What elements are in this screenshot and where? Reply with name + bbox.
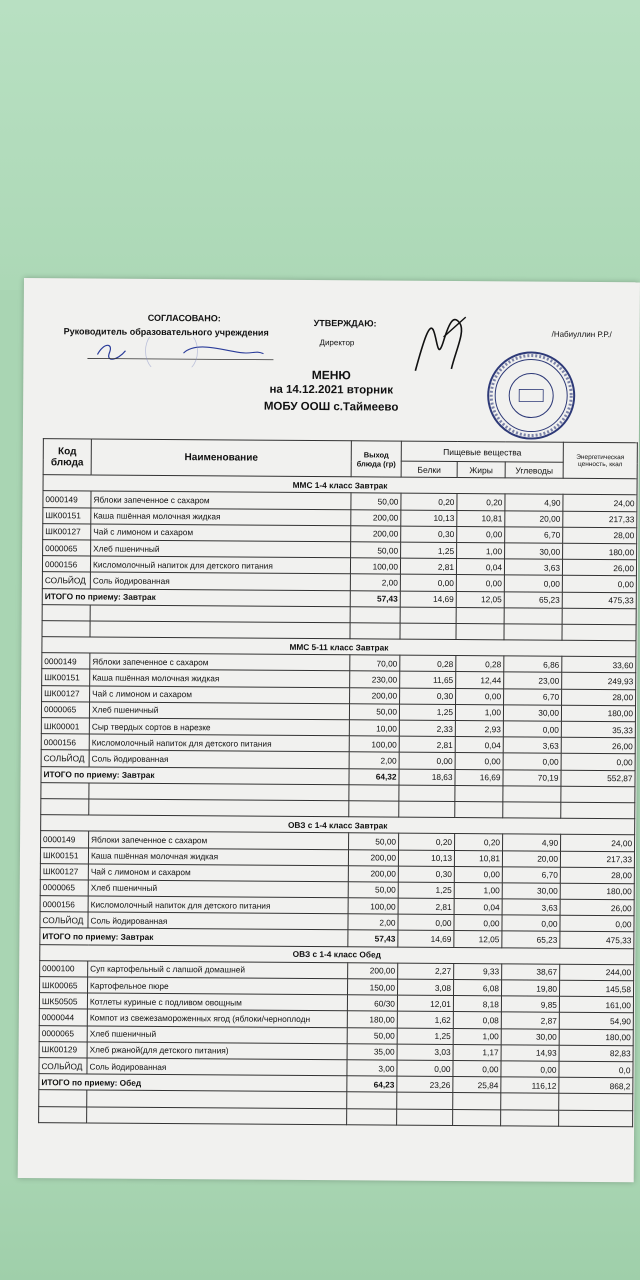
cell-name: Хлеб ржаной(для детского питания) [87,1042,347,1060]
blank-cell [39,1090,87,1107]
total-fat: 12,05 [454,931,502,948]
cell-name: Кисломолочный напиток для детского питания [88,896,348,914]
blank-cell [456,607,504,624]
total-label: ИТОГО по приему: Завтрак [41,766,349,784]
header-fat: Жиры [457,462,505,479]
cell-code: 0000100 [40,960,88,977]
blank-cell [349,785,399,802]
blank-cell [89,799,349,817]
cell-energy: 217,33 [563,511,637,528]
cell-name: Кисломолочный напиток для детского питания [90,556,350,574]
cell-name: Яблоки запеченное с сахаром [91,491,351,509]
cell-yield: 50,00 [351,493,401,510]
cell-fat: 0,00 [454,866,502,883]
cell-carbs: 38,67 [502,964,560,981]
cell-name: Яблоки запеченное с сахаром [89,831,349,849]
cell-yield: 35,00 [347,1044,397,1061]
cell-yield: 100,00 [349,736,399,753]
cell-protein: 1,62 [397,1011,453,1028]
cell-code: ШК00151 [42,669,90,686]
background-wall-top [0,0,640,290]
blank-cell [399,801,455,818]
cell-code: 0000149 [43,491,91,508]
cell-carbs: 3,63 [504,559,562,576]
cell-name: Хлеб пшеничный [87,1026,347,1044]
cell-energy: 249,93 [562,673,636,690]
total-fat: 16,69 [455,769,503,786]
blank-cell [456,623,504,640]
cell-protein: 2,81 [400,558,456,575]
cell-protein: 2,81 [399,736,455,753]
cell-carbs: 0,00 [503,721,561,738]
cell-energy: 54,90 [559,1013,633,1030]
cell-name: Соль йодированная [87,1058,347,1076]
cell-yield: 100,00 [350,558,400,575]
cell-code: 0000065 [43,540,91,557]
blank-cell [561,802,635,819]
blank-cell [453,1093,501,1110]
blank-cell [349,801,399,818]
header-name: Наименование [91,439,351,477]
cell-carbs: 4,90 [505,494,563,511]
cell-name: Хлеб пшеничный [88,880,348,898]
cell-energy: 26,00 [561,737,635,754]
blank-cell [400,607,456,624]
cell-energy: 0,00 [561,754,635,771]
cell-energy: 24,00 [563,495,637,512]
agreed-label: СОГЛАСОВАНО: [147,312,221,324]
total-protein: 14,69 [400,591,456,608]
cell-yield: 50,00 [351,542,401,559]
cell-fat: 10,81 [457,510,505,527]
total-carbs: 70,19 [503,769,561,786]
cell-code: СОЛЬЙОД [42,572,90,589]
director-label: Директор [319,338,355,348]
blank-cell [562,608,636,625]
school-name: МОБУ ООШ с.Таймеево [263,400,399,414]
cell-carbs: 6,70 [504,688,562,705]
cell-code: 0000044 [39,1009,87,1026]
cell-fat: 0,20 [457,494,505,511]
cell-name: Соль йодированная [90,572,350,590]
cell-protein: 1,25 [401,542,457,559]
cell-fat: 0,00 [456,688,504,705]
cell-energy: 33,60 [562,657,636,674]
cell-fat: 8,18 [453,996,501,1013]
cell-energy: 28,00 [560,867,634,884]
cell-energy: 180,00 [563,543,637,560]
cell-name: Соль йодированная [89,750,349,768]
cell-fat: 2,93 [455,721,503,738]
total-energy: 475,33 [562,592,636,609]
cell-energy: 24,00 [561,835,635,852]
cell-yield: 50,00 [347,1027,397,1044]
header-carbs: Углеводы [505,462,563,479]
cell-yield: 2,00 [350,574,400,591]
cell-name: Хлеб пшеничный [89,702,349,720]
total-fat: 12,05 [456,591,504,608]
cell-yield: 50,00 [348,882,398,899]
total-energy: 868,2 [559,1077,633,1094]
cell-carbs: 2,87 [501,1012,559,1029]
cell-name: Соль йодированная [88,912,348,930]
menu-table-body [39,475,638,1127]
cell-carbs: 0,00 [503,753,561,770]
cell-fat: 1,00 [455,704,503,721]
total-yield: 64,23 [347,1076,397,1093]
cell-carbs: 6,86 [504,656,562,673]
blank-cell [400,623,456,640]
cell-fat: 0,00 [454,915,502,932]
total-label: ИТОГО по приему: Завтрак [42,588,350,606]
total-label: ИТОГО по приему: Завтрак [40,928,348,946]
cell-yield: 200,00 [348,963,398,980]
blank-cell [455,785,503,802]
cell-name: Кисломолочный напиток для детского питания [89,734,349,752]
cell-fat: 1,00 [453,1028,501,1045]
cell-energy: 0,0 [559,1061,633,1078]
cell-carbs: 0,00 [502,915,560,932]
cell-protein: 0,30 [401,526,457,543]
cell-fat: 0,20 [455,834,503,851]
cell-protein: 2,81 [398,898,454,915]
cell-protein: 2,27 [398,963,454,980]
cell-code: 0000065 [41,701,89,718]
cell-energy: 28,00 [563,527,637,544]
blank-cell [455,801,503,818]
blank-cell [350,623,400,640]
total-fat: 25,84 [453,1077,501,1094]
cell-carbs: 4,90 [503,834,561,851]
cell-energy: 26,00 [562,559,636,576]
total-carbs: 116,12 [501,1077,559,1094]
cell-protein: 11,65 [400,672,456,689]
blank-cell [90,605,350,623]
cell-protein: 0,30 [400,688,456,705]
cell-fat: 1,00 [454,882,502,899]
cell-name: Суп картофельный с лапшой домашней [88,961,348,979]
cell-yield: 50,00 [349,704,399,721]
blank-cell [503,786,561,803]
cell-carbs: 30,00 [501,1028,559,1045]
cell-code: СОЛЬЙОД [40,912,88,929]
blank-row [39,1106,633,1126]
blank-cell [504,624,562,641]
cell-energy: 217,33 [560,851,634,868]
cell-protein: 1,25 [399,704,455,721]
cell-yield: 60/30 [347,995,397,1012]
total-energy: 475,33 [560,932,634,949]
total-carbs: 65,23 [504,591,562,608]
menu-date: на 14.12.2021 вторник [269,383,394,397]
total-protein: 14,69 [398,931,454,948]
cell-fat: 6,08 [454,980,502,997]
blank-cell [90,621,350,639]
total-carbs: 65,23 [502,931,560,948]
cell-name: Каша пшённая молочная жидкая [88,847,348,865]
cell-carbs: 19,80 [501,980,559,997]
cell-energy: 82,83 [559,1045,633,1062]
section-title-text: ОВЗ с 1-4 класс Завтрак [41,815,635,835]
cell-energy: 161,00 [559,996,633,1013]
blank-cell [41,782,89,799]
header-nutrients: Пищевые вещества [401,441,563,462]
cell-yield: 200,00 [348,849,398,866]
cell-code: ШК00151 [40,847,88,864]
cell-protein: 3,03 [397,1044,453,1061]
cell-name: Хлеб пшеничный [91,540,351,558]
cell-yield: 200,00 [348,865,398,882]
cell-fat: 12,44 [456,672,504,689]
cell-carbs: 14,93 [501,1045,559,1062]
cell-code: ШК00065 [40,977,88,994]
blank-cell [453,1109,501,1126]
blank-cell [397,1109,453,1126]
cell-yield: 180,00 [347,1011,397,1028]
cell-carbs: 3,63 [503,737,561,754]
cell-code: 0000065 [40,880,88,897]
cell-protein: 0,28 [400,655,456,672]
cell-carbs: 6,70 [502,867,560,884]
cell-yield: 200,00 [350,687,400,704]
blank-cell [42,604,90,621]
cell-code: ШК00127 [43,523,91,540]
menu-table [38,438,638,1127]
cell-carbs: 0,00 [501,1061,559,1078]
cell-fat: 0,00 [456,575,504,592]
cell-yield: 3,00 [347,1060,397,1077]
cell-fat: 0,04 [454,899,502,916]
approve-label: УТВЕРЖДАЮ: [313,318,377,329]
cell-code: ШК00127 [42,685,90,702]
total-label: ИТОГО по приему: Обед [39,1074,347,1092]
cell-energy: 0,00 [562,576,636,593]
total-yield: 57,43 [348,930,398,947]
cell-code: ШК00127 [40,863,88,880]
header-energy: Энергетическая ценность, ккал [563,442,637,479]
header-yield: Выход блюда (гр) [351,441,401,478]
cell-yield: 230,00 [350,671,400,688]
cell-protein: 10,13 [398,850,454,867]
cell-name: Каша пшённая молочная жидкая [91,508,351,526]
blank-cell [399,785,455,802]
cell-code: 0000156 [40,896,88,913]
cell-code: ШК50505 [39,993,87,1010]
cell-energy: 145,58 [560,980,634,997]
cell-protein: 0,30 [398,866,454,883]
cell-carbs: 0,00 [504,575,562,592]
cell-energy: 26,00 [560,899,634,916]
cell-protein: 0,20 [399,833,455,850]
cell-protein: 0,00 [397,1060,453,1077]
director-name: /Набиуллин Р.Р./ [551,329,612,340]
blank-cell [87,1106,347,1124]
total-energy: 552,87 [561,770,635,787]
agreed-signature [83,336,283,367]
cell-name: Чай с лимоном и сахаром [90,686,350,704]
cell-energy: 0,00 [560,916,634,933]
cell-fat: 0,04 [455,737,503,754]
cell-code: ШК00151 [43,507,91,524]
cell-name: Чай с лимоном и сахаром [88,864,348,882]
blank-cell [347,1092,397,1109]
total-yield: 64,32 [349,768,399,785]
blank-cell [89,783,349,801]
cell-yield: 2,00 [348,914,398,931]
cell-fat: 0,08 [453,1012,501,1029]
cell-protein: 2,33 [399,720,455,737]
cell-carbs: 23,00 [504,672,562,689]
blank-cell [561,786,635,803]
blank-cell [41,799,89,816]
cell-fat: 1,00 [457,542,505,559]
cell-carbs: 9,85 [501,996,559,1013]
cell-code: 0000065 [39,1025,87,1042]
blank-cell [347,1108,397,1125]
cell-name: Чай с лимоном и сахаром [91,524,351,542]
section-title-text: ММС 5-11 класс Завтрак [42,637,636,657]
cell-energy: 35,33 [561,721,635,738]
cell-carbs: 20,00 [502,850,560,867]
cell-name: Каша пшённая молочная жидкая [90,669,350,687]
cell-yield: 70,00 [350,655,400,672]
blank-cell [501,1109,559,1126]
header-code: Код блюда [43,439,91,476]
cell-fat: 10,81 [454,850,502,867]
cell-yield: 200,00 [351,526,401,543]
cell-energy: 28,00 [562,689,636,706]
cell-protein: 0,20 [401,494,457,511]
blank-cell [559,1110,633,1127]
cell-carbs: 30,00 [502,883,560,900]
cell-protein: 12,01 [397,995,453,1012]
section-title-text: ОВЗ с 1-4 класс Обед [40,944,634,964]
cell-name: Сыр твердых сортов в нарезке [89,718,349,736]
menu-sheet [18,278,640,1182]
cell-yield: 50,00 [349,833,399,850]
cell-yield: 200,00 [351,509,401,526]
blank-cell [501,1093,559,1110]
cell-name: Картофельное пюре [88,977,348,995]
cell-protein: 0,00 [400,574,456,591]
total-protein: 18,63 [399,769,455,786]
cell-energy: 180,00 [559,1029,633,1046]
cell-fat: 0,04 [456,559,504,576]
cell-protein: 3,08 [398,979,454,996]
section-title-text: ММС 1-4 класс Завтрак [43,475,637,495]
cell-fat: 0,28 [456,656,504,673]
menu-title: МЕНЮ [311,368,351,383]
cell-code: 0000149 [41,831,89,848]
cell-carbs: 30,00 [505,543,563,560]
blank-cell [562,624,636,641]
cell-protein: 0,00 [398,914,454,931]
background-wall-bottom [0,1180,640,1280]
cell-code: СОЛЬЙОД [39,1058,87,1075]
cell-fat: 0,00 [457,526,505,543]
cell-energy: 180,00 [560,883,634,900]
cell-energy: 180,00 [561,705,635,722]
blank-cell [397,1092,453,1109]
blank-cell [504,608,562,625]
cell-protein: 1,25 [397,1028,453,1045]
cell-protein: 10,13 [401,510,457,527]
cell-carbs: 3,63 [502,899,560,916]
cell-energy: 244,00 [560,964,634,981]
blank-cell [559,1094,633,1111]
cell-protein: 0,00 [399,753,455,770]
cell-code: 0000156 [42,556,90,573]
cell-code: СОЛЬЙОД [41,750,89,767]
cell-yield: 150,00 [348,979,398,996]
blank-cell [350,606,400,623]
cell-protein: 1,25 [398,882,454,899]
agreed-role: Руководитель образовательного учреждения [63,326,269,338]
blank-cell [39,1106,87,1123]
cell-code: 0000156 [41,734,89,751]
cell-carbs: 30,00 [503,705,561,722]
total-yield: 57,43 [350,590,400,607]
cell-code: ШК00001 [41,718,89,735]
cell-fat: 0,00 [455,753,503,770]
cell-name: Яблоки запеченное с сахаром [90,653,350,671]
cell-yield: 100,00 [348,898,398,915]
cell-name: Компот из свежезамороженных ягод (яблоки/черноплодн [87,1009,347,1027]
cell-carbs: 20,00 [505,510,563,527]
cell-name: Котлеты куриные с подливом овощным [87,993,347,1011]
cell-carbs: 6,70 [505,527,563,544]
blank-cell [42,621,90,638]
blank-cell [503,802,561,819]
cell-code: 0000149 [42,653,90,670]
cell-yield: 10,00 [349,720,399,737]
cell-code: ШК00129 [39,1041,87,1058]
cell-fat: 1,17 [453,1044,501,1061]
total-protein: 23,26 [397,1076,453,1093]
header-protein: Белки [401,461,457,478]
cell-fat: 9,33 [454,963,502,980]
cell-fat: 0,00 [453,1060,501,1077]
blank-cell [87,1090,347,1108]
cell-yield: 2,00 [349,752,399,769]
